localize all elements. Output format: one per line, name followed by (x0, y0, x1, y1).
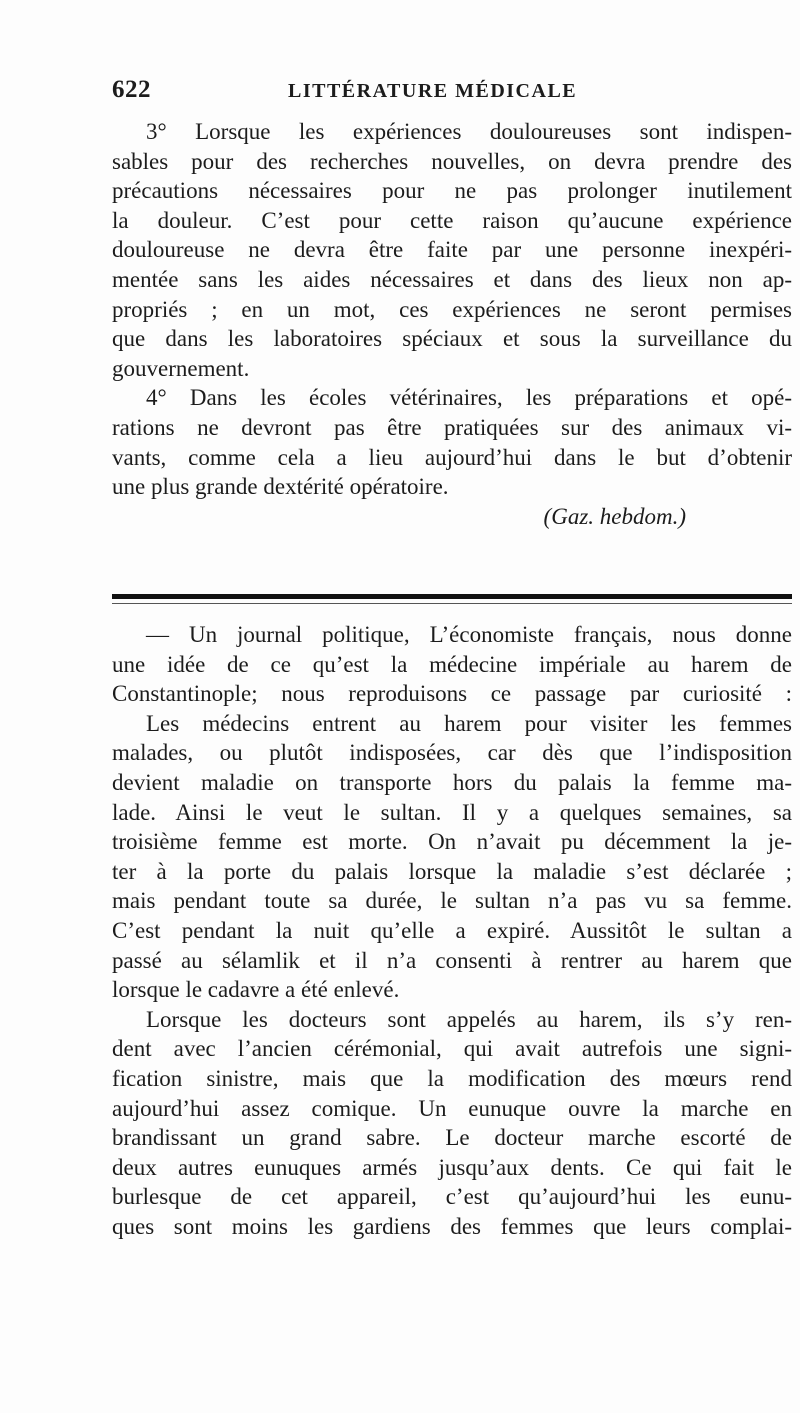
text-line: la douleur. C’est pour cette raison qu’aucune expérience (112, 207, 792, 233)
text-line: gouvernement. (112, 355, 250, 381)
text-line: douloureuse ne devra être faite par une personne inexpéri- (112, 237, 792, 263)
text-line: Les médecins entrent au harem pour visiter les femmes (146, 710, 792, 736)
text-line: dent avec l’ancien cérémonial, qui avait autrefois une signi- (112, 1036, 792, 1062)
text-line: burlesque de cet appareil, c’est qu’aujourd’hui les eunu- (112, 1184, 792, 1210)
text-line: brandissant un grand sabre. Le docteur marche escorté de (112, 1125, 792, 1151)
section-divider-thin (112, 603, 792, 604)
text-line: vants, comme cela a lieu aujourd’hui dans le but d’obtenir (112, 444, 792, 470)
text-line: — Un journal politique, L’économiste français, nous donne (146, 622, 792, 647)
text-line: lade. Ainsi le veut le sultan. Il y a quelques semaines, sa (112, 799, 792, 825)
text-line: fication sinistre, mais que la modification des mœurs rend (112, 1065, 792, 1091)
text-line: malades, ou plutôt indisposées, car dès que l’indisposition (112, 740, 792, 766)
text-line: devient maladie on transporte hors du palais la femme ma- (112, 769, 792, 795)
text-line: 3° Lorsque les expériences douloureuses sont indispen- (146, 119, 792, 144)
text-block-experiments (112, 117, 792, 531)
text-line: ter à la porte du palais lorsque la maladie s’est déclarée ; (112, 858, 792, 884)
text-line: aujourd’hui assez comique. Un eunuque ouvre la marche en (112, 1095, 792, 1121)
text-line: rations ne devront pas être pratiquées sur des animaux vi- (112, 414, 792, 440)
page-header (112, 76, 792, 112)
text-line: passé au sélamlik et il n’a consenti à rentrer au harem que (112, 947, 792, 973)
page-number: 622 (112, 76, 151, 103)
text-line: deux autres eunuques armés jusqu’aux dents. Ce qui fait le (112, 1154, 792, 1180)
text-line: que dans les laboratoires spéciaux et sous la surveillance du (112, 326, 792, 352)
text-line: précautions nécessaires pour ne pas prolonger inutilement (112, 178, 792, 204)
text-line: (Gaz. hebdom.) (543, 503, 686, 529)
text-line: propriés ; en un mot, ces expériences ne seront permises (112, 296, 792, 322)
text-line: troisième femme est morte. On n’avait pu décemment la je- (112, 829, 792, 855)
text-line: mentée sans les aides nécessaires et dans des lieux non ap- (112, 266, 792, 292)
text-line: sables pour des recherches nouvelles, on devra prendre des (112, 148, 792, 174)
text-line: Lorsque les docteurs sont appelés au harem, ils s’y ren- (146, 1006, 792, 1032)
text-block-harem (112, 620, 792, 1241)
text-line: 4° Dans les écoles vétérinaires, les préparations et opé- (146, 385, 792, 411)
section-divider (112, 594, 792, 599)
text-line: une idée de ce qu’est la médecine impériale au harem de (112, 651, 792, 677)
text-line: Constantinople; nous reproduisons ce passage par curiosité : (112, 681, 792, 707)
text-line: ques sont moins les gardiens des femmes que leurs complai- (112, 1213, 792, 1239)
text-line: mais pendant toute sa durée, le sultan n’a pas vu sa femme. (112, 888, 792, 914)
text-line: une plus grande dextérité opératoire. (112, 474, 449, 500)
running-head: LITTÉRATURE MÉDICALE (288, 80, 578, 102)
text-line: lorsque le cadavre a été enlevé. (112, 977, 400, 1003)
text-line: C’est pendant la nuit qu’elle a expiré. Aussitôt le sultan a (112, 917, 792, 943)
